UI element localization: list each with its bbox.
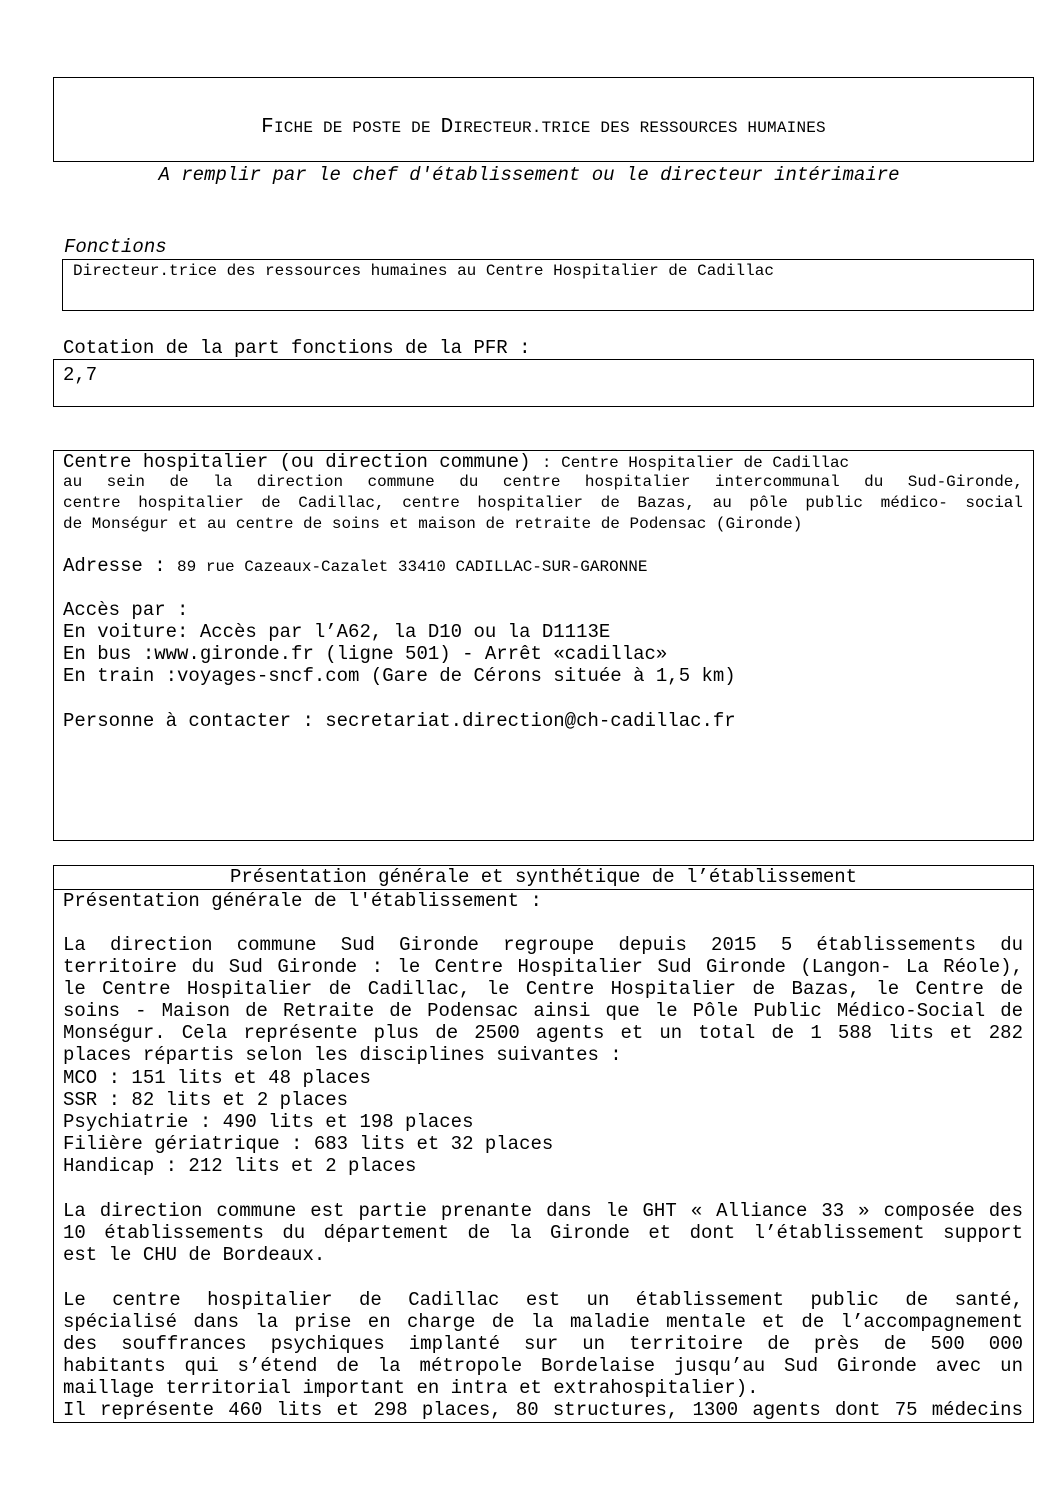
- fonctions-label: Fonctions: [64, 236, 167, 258]
- paragraph-line: territoire du Sud Gironde : le Centre Hospitalier Sud Gironde (Langon- La Réole),: [63, 956, 1023, 978]
- cotation-value: 2,7: [63, 364, 98, 386]
- paragraph-line: La direction commune Sud Gironde regroupe depuis 2015 5 établissements du: [63, 934, 1023, 956]
- paragraph-line: 10 établissements du département de la Gironde et dont l’établissement support: [63, 1222, 1023, 1244]
- page-subtitle: A remplir par le chef d'établissement ou le directeur intérimaire: [158, 164, 900, 186]
- paragraph-line: Le centre hospitalier de Cadillac est un établissement public de santé,: [63, 1289, 1023, 1311]
- centre-heading-label: Centre hospitalier (ou direction commune): [63, 451, 542, 473]
- paragraph-line: maillage territorial important en intra et extrahospitalier).: [63, 1377, 759, 1399]
- paragraph-line: habitants qui s’étend de la métropole Bordelaise jusqu’au Sud Gironde avec un: [63, 1355, 1023, 1377]
- title-box: [53, 77, 1034, 162]
- acces-line: En bus :www.gironde.fr (ligne 501) - Arrêt «cadillac»: [63, 643, 668, 665]
- paragraph-line: Monségur. Cela représente plus de 2500 agents et un total de 1 588 lits et 282: [63, 1022, 1023, 1044]
- title-part: F: [261, 116, 274, 139]
- acces-line: En voiture: Accès par l’A62, la D10 ou la D1113E: [63, 621, 611, 643]
- title-part: D: [440, 116, 454, 139]
- paragraph-line: spécialisé dans la prise en charge de la maladie mentale et de l’accompagnement: [63, 1311, 1023, 1333]
- centre-heading: [63, 451, 849, 473]
- paragraph-line: le Centre Hospitalier de Cadillac, le Centre Hospitalier de Bazas, le Centre de: [63, 978, 1023, 1000]
- centre-heading-value: : Centre Hospitalier de Cadillac: [541, 454, 850, 472]
- acces-line: En train :voyages-sncf.com (Gare de Cérons située à 1,5 km): [63, 665, 736, 687]
- acces-label: Accès par :: [63, 599, 189, 621]
- presentation-header: Présentation générale et synthétique de l’établissement: [229, 866, 858, 888]
- discipline-item: Handicap : 212 lits et 2 places: [63, 1155, 417, 1177]
- paragraph-line: places répartis selon les disciplines suivantes :: [63, 1044, 622, 1066]
- paragraph-line: est le CHU de Bordeaux.: [63, 1244, 326, 1266]
- centre-line: centre hospitalier de Cadillac, centre hospitalier de Bazas, au pôle public médico- social: [63, 494, 1023, 512]
- title-part: IRECTEUR.TRICE DES RESSOURCES HUMAINES: [453, 119, 826, 137]
- paragraph-line: soins - Maison de Retraite de Podensac ainsi que le Pôle Public Médico-Social de: [63, 1000, 1023, 1022]
- paragraph-line: La direction commune est partie prenante dans le GHT « Alliance 33 » composée des: [63, 1200, 1023, 1222]
- page-title: [54, 116, 1033, 139]
- discipline-item: Filière gériatrique : 683 lits et 32 places: [63, 1133, 554, 1155]
- adresse-value: 89 rue Cazeaux-Cazalet 33410 CADILLAC-SUR-GARONNE: [177, 558, 648, 576]
- adresse-line: [63, 555, 648, 577]
- paragraph-line: des souffrances psychiques implanté sur un territoire de près de 500 000: [63, 1333, 1023, 1355]
- discipline-item: Psychiatrie : 490 lits et 198 places: [63, 1111, 474, 1133]
- title-part: ICHE DE POSTE DE: [273, 119, 441, 137]
- cotation-field: [53, 359, 1034, 407]
- centre-line: de Monségur et au centre de soins et maison de retraite de Podensac (Gironde): [63, 515, 803, 533]
- centre-line: au sein de la direction commune du centre hospitalier intercommunal du Sud-Gironde,: [63, 473, 1023, 491]
- contact-line: Personne à contacter : secretariat.direction@ch-cadillac.fr: [63, 710, 736, 732]
- adresse-label: Adresse :: [63, 555, 178, 577]
- fonctions-value: Directeur.trice des ressources humaines au Centre Hospitalier de Cadillac: [73, 262, 774, 280]
- discipline-item: SSR : 82 lits et 2 places: [63, 1089, 349, 1111]
- cotation-label: Cotation de la part fonctions de la PFR :: [63, 337, 531, 359]
- presentation-intro-label: Présentation générale de l'établissement :: [63, 890, 542, 912]
- discipline-item: MCO : 151 lits et 48 places: [63, 1067, 371, 1089]
- paragraph-line: Il représente 460 lits et 298 places, 80 structures, 1300 agents dont 75 médecins: [63, 1399, 1023, 1421]
